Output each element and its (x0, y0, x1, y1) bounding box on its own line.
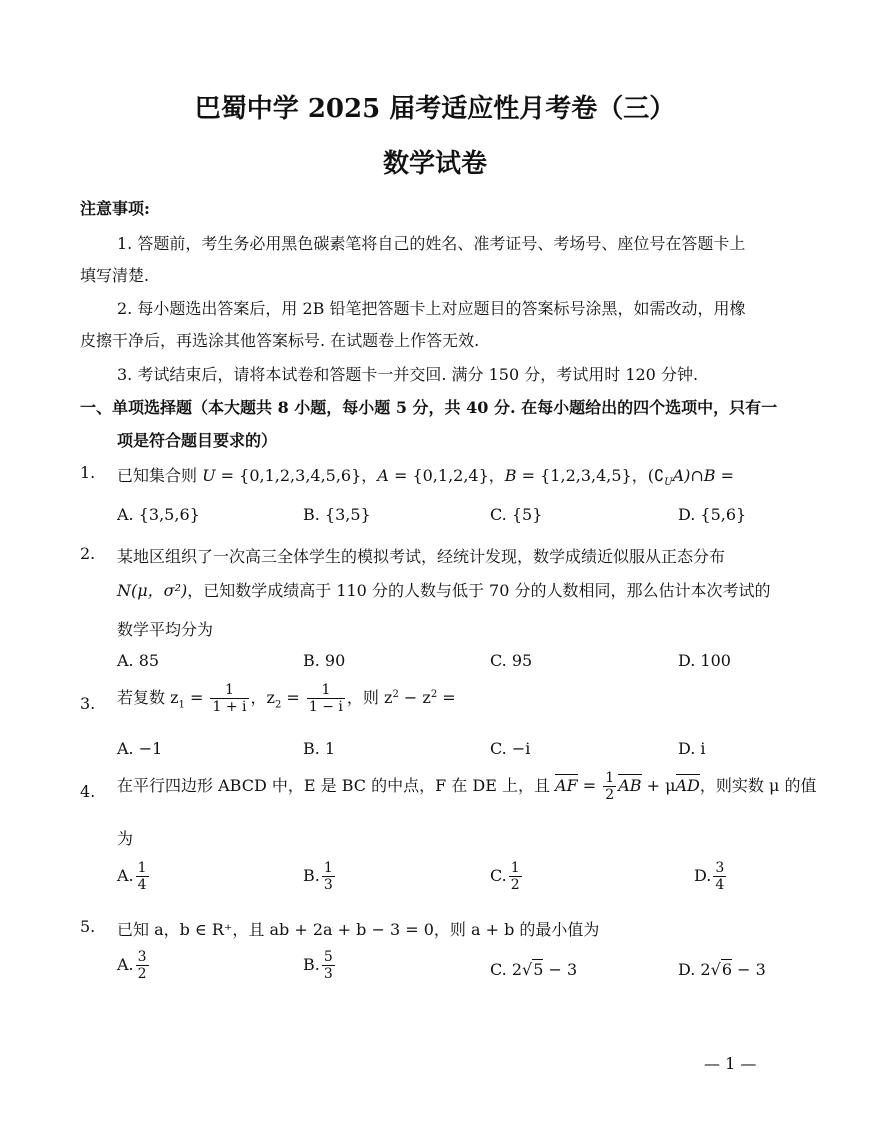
q2-option-b: B. 90 (303, 651, 346, 670)
exam-title: 巴蜀中学 2025 届考适应性月考卷（三） (194, 94, 676, 124)
q2-option-c: C. 95 (490, 651, 533, 670)
q4-stem-line2: 为 (117, 829, 134, 848)
q3-option-b: B. 1 (303, 739, 336, 758)
q4-option-d: D. $\frac{3}{4}$ (694, 860, 725, 894)
q2-option-d: D. 100 (678, 651, 731, 670)
notice-item3: 3. 考试结束后，请将本试卷和答题卡一并交回. 满分 150 分，考试用时 120 分钟. (117, 365, 699, 384)
notice-item2-line2: 皮擦干净后，再选涂其他答案标号. 在试题卷上作答无效. (80, 331, 480, 350)
notice-item1-line2: 填写清楚. (80, 266, 150, 285)
q5-option-d: D. 2√6 − 3 (678, 960, 766, 979)
q3-option-c: C. −i (490, 739, 531, 758)
notice-item1-line1: 1. 答题前，考生务必用黑色碳素笔将自己的姓名、准考证号、考场号、座位号在答题卡上 (117, 234, 746, 253)
q2-stem-line1: 某地区组织了一次高三全体学生的模拟考试，经统计发现，数学成绩近似服从正态分布 (117, 547, 726, 566)
q2-number: 2. (80, 544, 96, 563)
q5-option-c: C. 2√5 − 3 (490, 960, 578, 979)
q1-option-a: A. {3,5,6} (117, 505, 200, 524)
q3-number: 3. (80, 694, 96, 713)
q5-option-a: A. $\frac{3}{2}$ (117, 949, 147, 983)
page-number: — 1 — (704, 1054, 757, 1073)
q1-stem: 已知集合则 U = {0,1,2,3,4,5,6}，A = {0,1,2,4}，B = {1,2,3,4,5}，$(∁_UA)\cap B$ = (117, 466, 735, 489)
q4-option-b: B. $\frac{1}{3}$ (303, 860, 333, 894)
q1-option-b: B. {3,5} (303, 505, 371, 524)
q5-option-b: B. $\frac{5}{3}$ (303, 949, 333, 983)
q1-option-d: D. {5,6} (678, 505, 747, 524)
q4-stem-line1: 在平行四边形 ABCD 中，E 是 BC 的中点，F 在 DE 上，且 AF = $\frac{1}{2}$ AB + μAD，则实数 μ 的值 (117, 770, 817, 804)
q1-number: 1. (80, 463, 96, 482)
q2-stem-line2: N(μ，σ²)，已知数学成绩高于 110 分的人数与低于 70 分的人数相同，那么估计本次考试的 (117, 581, 771, 600)
q3-option-a: A. −1 (117, 739, 163, 758)
q4-option-a: A. $\frac{1}{4}$ (117, 860, 147, 894)
notice-heading: 注意事项: (80, 199, 150, 218)
q1-option-c: C. {5} (490, 505, 543, 524)
q2-stem-line3: 数学平均分为 (117, 620, 214, 639)
q5-number: 5. (80, 917, 96, 936)
q4-option-c: C. $\frac{1}{2}$ (490, 860, 520, 894)
q5-stem: 已知 a，b ∈ R⁺，且 ab + 2a + b − 3 = 0，则 a + b 的最小值为 (117, 920, 600, 939)
exam-subtitle: 数学试卷 (382, 149, 487, 179)
section1-heading-line1: 一、单项选择题（本大题共 8 小题，每小题 5 分，共 40 分. 在每小题给出的四个选项中，只有一 (80, 398, 778, 417)
q2-option-a: A. 85 (117, 651, 160, 670)
q4-number: 4. (80, 782, 96, 801)
section1-heading-line2: 项是符合题目要求的） (117, 431, 278, 450)
q3-stem: 若复数 $z_1$ = $\frac{1}{1 + i}$ ，$z_2$ = $\frac{1}{1 - i}$ ，则 $z^2 - z^2$ = (117, 682, 456, 716)
q3-option-d: D. i (678, 739, 706, 758)
notice-item2-line1: 2. 每小题选出答案后，用 2B 铅笔把答题卡上对应题目的答案标号涂黑，如需改动，用橡 (117, 299, 746, 318)
